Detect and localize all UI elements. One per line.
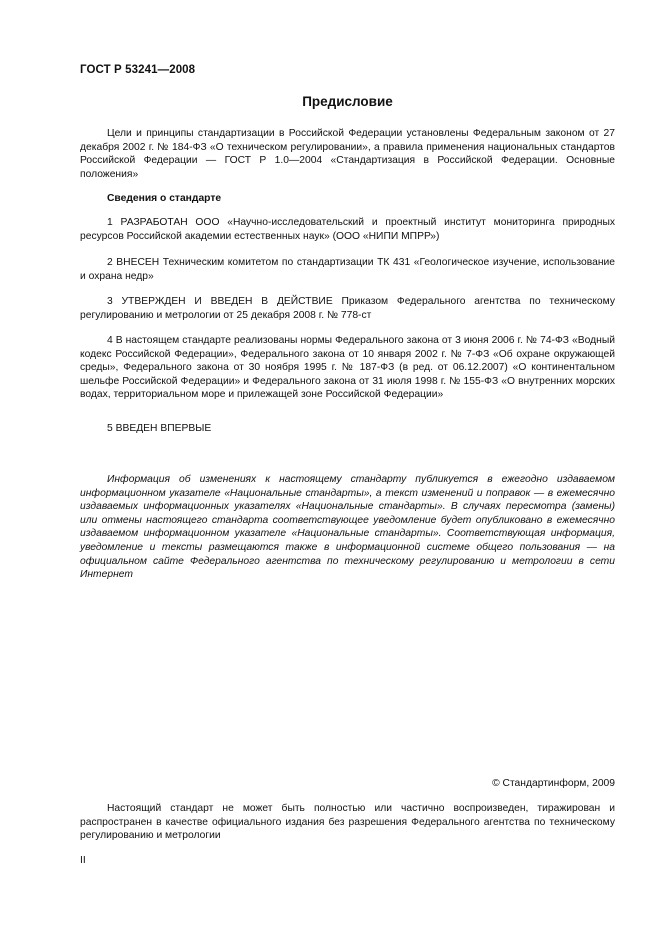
- copyright-line: © Стандартинформ, 2009: [492, 778, 615, 789]
- document-code-header: ГОСТ Р 53241—2008: [80, 64, 196, 76]
- page-title: Предисловие: [302, 94, 393, 109]
- standard-info-item-3: 3 УТВЕРЖДЕН И ВВЕДЕН В ДЕЙСТВИЕ Приказом Федерального агентства по техническому регулированию и метрологии от 25 декабря 2008 г. № 778-ст: [80, 296, 615, 321]
- standard-info-item-4: 4 В настоящем стандарте реализованы нормы Федерального закона от 3 июня 2006 г. № 74-ФЗ «Водный кодекс Российской Федерации», Федерального закона от 10 января 2002 г. № 7-ФЗ «Об охране окружающей среды», Федерального закона от 30 ноября 1995 г. № 187-ФЗ (в ред. от 06.12.2007) «О континентальном шельфе Российской Федерации» и Федерального закона от 31 июля 1998 г. № 155-ФЗ «О внутренних морских водах, территориальном море и прилежащей зоне Российской Федерации»: [80, 335, 615, 401]
- standard-info-item-1: 1 РАЗРАБОТАН ООО «Научно-исследовательский и проектный институт мониторинга природных ресурсов Российской академии естественных наук» (ООО «НИПИ МПРР»): [80, 217, 615, 242]
- changes-notice: Информация об изменениях к настоящему стандарту публикуется в ежегодно издаваемом информационном указателе «Национальные стандарты», а текст изменений и поправок — в ежемесячно издаваемых информационных указателях «Национальные стандарты». В случаях пересмотра (замены) или отмены настоящего стандарта соответствующее уведомление будет опубликовано в ежемесячно издаваемом информационном указателе «Национальные стандарты». Соответствующая информация, уведомление и тексты размещаются также в информационной системе общего пользования — на официальном сайте Федерального агентства по техническому регулированию и метрологии в сети Интернет: [80, 474, 615, 581]
- rights-notice: Настоящий стандарт не может быть полностью или частично воспроизведен, тиражирован и распространен в качестве официального издания без разрешения Федерального агентства по техническому регулированию и метрологии: [80, 803, 615, 842]
- standard-info-item-2: 2 ВНЕСЕН Техническим комитетом по стандартизации ТК 431 «Геологическое изучение, использование и охрана недр»: [80, 257, 615, 282]
- intro-paragraph: Цели и принципы стандартизации в Российской Федерации установлены Федеральным законом от 27 декабря 2002 г. № 184-ФЗ «О техническом регулировании», а правила применения национальных стандартов Российской Федерации — ГОСТ Р 1.0—2004 «Стандартизация в Российской Федерации. Основные положения»: [80, 128, 615, 180]
- page-number: II: [80, 855, 86, 866]
- standard-info-item-5: 5 ВВЕДЕН ВПЕРВЫЕ: [107, 423, 212, 434]
- section-title: Сведения о стандарте: [107, 193, 222, 204]
